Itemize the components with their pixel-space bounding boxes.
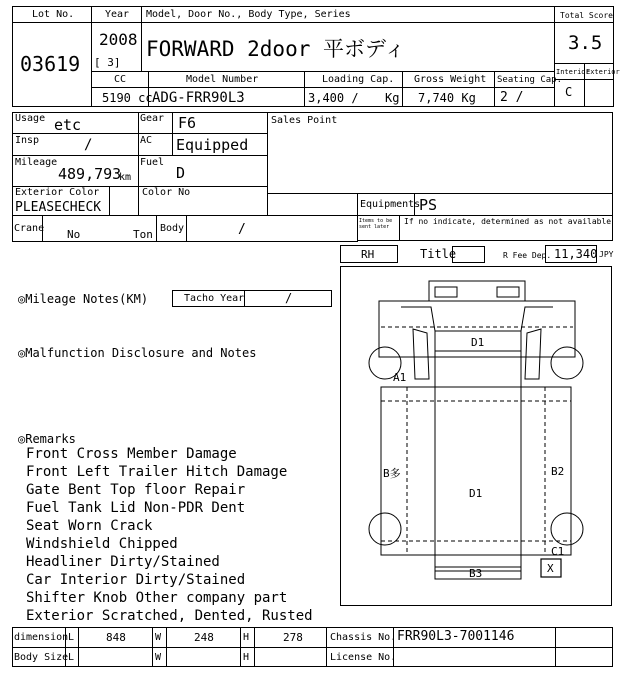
mark-d1-top: D1 — [471, 336, 485, 349]
remark-item: Seat Worn Crack — [26, 518, 153, 534]
title-label: Title — [420, 247, 457, 261]
loading-label: Loading Cap. — [322, 74, 395, 85]
size-l-label: L — [68, 652, 75, 663]
truck-diagram — [340, 266, 612, 606]
year-value: 2008 — [99, 30, 138, 49]
remark-item: Car Interior Dirty/Stained — [26, 572, 246, 588]
equipments-label: Equipments — [360, 199, 421, 210]
malfunction-label: ◎Malfunction Disclosure and Notes — [18, 346, 257, 360]
dim-l-label: L — [68, 632, 75, 643]
title-box — [452, 246, 485, 263]
seating-label: Seating Cap. — [497, 75, 563, 85]
gear-value: F6 — [178, 114, 197, 132]
remark-item: Front Left Trailer Hitch Damage — [26, 464, 288, 480]
remark-item: Windshield Chipped — [26, 536, 178, 552]
mileage-value: 489,793 — [58, 165, 122, 183]
dim-w-value: 248 — [194, 631, 214, 644]
crane-unit: Ton — [133, 228, 153, 241]
usage-value: etc — [54, 116, 82, 134]
loading-unit: Kg — [385, 91, 400, 105]
remark-item: Fuel Tank Lid Non-PDR Dent — [26, 500, 246, 516]
model-number-value: ADG-FRR90L3 — [152, 90, 245, 106]
chassis-label: Chassis No. — [330, 632, 397, 643]
mark-b3: B3 — [469, 567, 483, 580]
cc-value: 5190 cc — [102, 91, 153, 105]
remark-item: Front Cross Member Damage — [26, 446, 237, 462]
model-label: Model, Door No., Body Type, Series — [146, 9, 351, 20]
crane-body-box — [12, 215, 358, 242]
dim-h-label: H — [243, 632, 250, 643]
year-label: Year — [105, 9, 130, 20]
remark-item: Headliner Dirty/Stained — [26, 554, 220, 570]
crane-value: No — [67, 228, 81, 241]
items-note: Items to be sent later — [359, 218, 393, 230]
interior-grade: C — [565, 85, 573, 99]
remark-item: Gate Bent Top floor Repair — [26, 482, 246, 498]
rfee-label: R Fee Dep. — [503, 251, 552, 260]
tacho-label: Tacho Year — [184, 293, 245, 304]
sales-point-label: Sales Point — [271, 115, 338, 126]
color-no-label: Color No — [142, 187, 191, 198]
mark-b-left: B多 — [383, 467, 401, 480]
mark-d1-mid: D1 — [469, 487, 483, 500]
interior-label: Interior — [556, 68, 590, 76]
lot-label: Lot No. — [32, 9, 75, 20]
model-number-label: Model Number — [186, 74, 259, 85]
score-label: Total Score — [560, 11, 613, 20]
equipments-value: PS — [419, 196, 438, 214]
gear-label: Gear — [140, 113, 165, 124]
ac-value: Equipped — [176, 136, 249, 154]
score-value: 3.5 — [568, 32, 603, 54]
size-w-label: W — [155, 652, 162, 663]
mileage-notes-label: ◎Mileage Notes(KM) — [18, 292, 149, 306]
usage-label: Usage — [15, 113, 46, 124]
remark-item: Exterior Scratched, Dented, Rusted — [26, 608, 313, 624]
dim-l-value: 848 — [106, 631, 126, 644]
tacho-value: / — [285, 291, 293, 305]
body-label: Body — [160, 223, 185, 234]
truck-diagram-drawing — [341, 267, 611, 605]
ext-color-label: Exterior Color — [15, 187, 100, 198]
mileage-label: Mileage — [15, 157, 58, 168]
seating-value: 2 / — [500, 90, 524, 105]
chassis-value: FRR90L3-7001146 — [397, 629, 515, 644]
rh-value: RH — [361, 248, 375, 261]
fuel-label: Fuel — [140, 157, 165, 168]
model-value: FORWARD 2door 平ボディ — [146, 37, 406, 61]
cc-label: CC — [114, 74, 127, 85]
ext-color-value: PLEASECHECK — [15, 200, 102, 215]
indicate-note: If no indicate, determined as not available — [404, 217, 612, 226]
year-sub: [ 3] — [94, 56, 121, 69]
mark-x: X — [547, 562, 554, 575]
gross-value: 7,740 Kg — [418, 91, 476, 105]
loading-value: 3,400 / — [308, 91, 359, 105]
size-h-label: H — [243, 652, 250, 663]
body-value: / — [238, 222, 246, 237]
ac-label: AC — [140, 135, 153, 146]
dim-w-label: W — [155, 632, 162, 643]
dim-h-value: 278 — [283, 631, 303, 644]
insp-value: / — [84, 137, 93, 153]
mark-a1: A1 — [393, 371, 407, 384]
mark-b2: B2 — [551, 465, 565, 478]
remark-item: Shifter Knob Other company part — [26, 590, 288, 606]
body-size-label: Body Size — [14, 652, 69, 663]
mileage-unit: km — [119, 172, 132, 183]
gross-label: Gross Weight — [414, 74, 487, 85]
license-label: License No. — [330, 652, 397, 663]
insp-label: Insp — [15, 135, 40, 146]
mark-c1: C1 — [551, 545, 565, 558]
fuel-value: D — [176, 164, 186, 182]
crane-label: Crane — [14, 223, 45, 234]
dimension-label: dimension — [14, 632, 69, 643]
rfee-unit: JPY — [599, 250, 614, 259]
exterior-label: Exterior — [586, 68, 620, 76]
rfee-value: 11,340 — [554, 247, 598, 261]
lot-number: 03619 — [20, 52, 81, 76]
remarks-label: ◎Remarks — [18, 432, 76, 446]
